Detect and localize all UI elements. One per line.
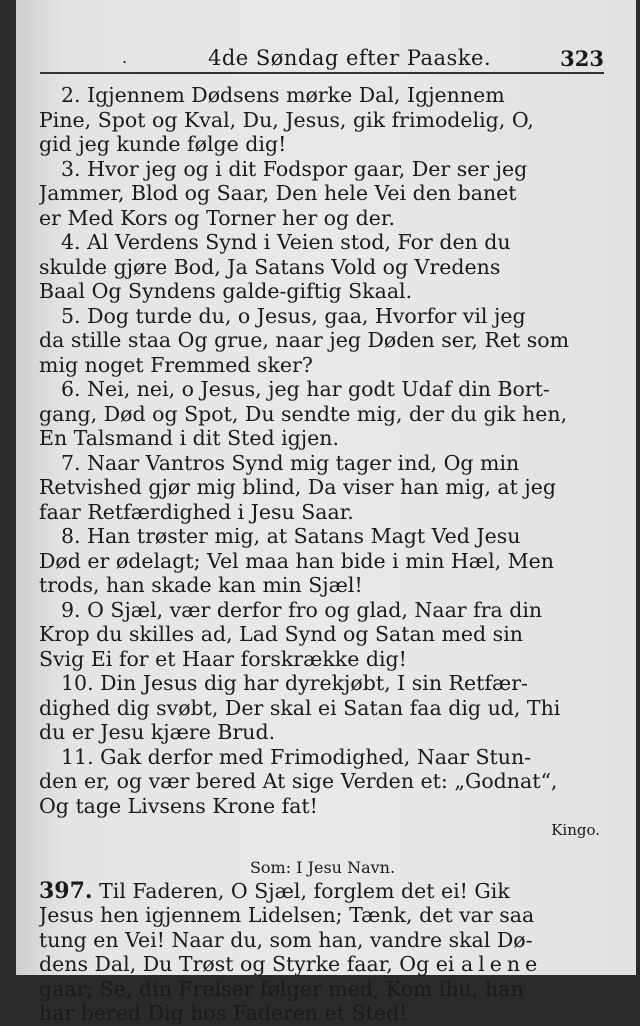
verse-line: 3. Hvor jeg og i dit Fodspor gaar, Der ser jeg [61,156,528,181]
verse-line: 6. Nei, nei, o Jesus, jeg har godt Udaf din Bort- [61,377,550,401]
hymn-397-first-line: Til Faderen, O Sjæl, forglem det ei! Gik [99,878,510,903]
verse-line: 4. Al Verdens Synd i Veien stod, For den du [61,230,511,254]
verse-line: 11. Gak derfor med Frimodighed, Naar Stun- [61,744,532,769]
hymn-397 [39,879,606,1026]
hymn-397-line [39,879,606,904]
verse-line: Og tage Livsens Krone fat! [39,793,318,818]
verse-line: 8. Han trøster mig, at Satans Magt Ved Jesu [61,524,521,548]
hymn-verses [39,83,606,818]
hymn-397-line: har bered Dig hos Faderen et Sted! [39,1001,408,1025]
verse-line: gid jeg kunde følge dig! [39,132,287,156]
hymn-397-line [39,952,606,977]
verse-line: 7. Naar Vantros Synd mig tager ind, Og min [61,450,520,475]
hymn-397-emphasis: alene [460,952,543,976]
verse-line: er Med Kors og Torner her og der. [39,205,395,230]
verse-line: trods, han skade kan min Sjæl! [39,573,363,597]
verse-line: mig noget Fremmed sker? [39,352,313,377]
hymn-text [39,83,606,1026]
verse-line: Pine, Spot og Kval, Du, Jesus, gik frimodelig, O, [39,107,534,132]
verse-line: dighed dig svøbt, Der skal ei Satan faa dig ud, Thi [39,695,561,720]
verse-line: Baal Og Syndens galde-giftig Skaal. [39,279,413,303]
tune-indication: Som: I Jesu Navn. [249,857,396,877]
verse-line: Retvished gjør mig blind, Da viser han mig, at jeg [39,475,556,499]
verse-line: den er, og vær bered At sige Verden et: „Godnat“, [39,769,558,793]
verse-line: Svig Ei for et Haar forskrække dig! [39,646,407,671]
verse-line: 5. Dog turde du, o Jesus, gaa, Hvorfor vil jeg [61,303,526,328]
hymn-397-line: tung en Vei! Naar du, som han, vandre skal Dø- [39,927,533,952]
hymn-397-line4: dens Dal, Du Trøst og Styrke faar, Og ei [39,952,455,976]
page-title: 4de Søndag efter Paaske. [208,46,492,70]
hymn-397-line: gaar; Se, din Frelser følger med, Kom ihu, han [39,976,524,1001]
book-page [16,0,636,1025]
verse-line: skulde gjøre Bod, Ja Satans Vold og Vredens [39,254,501,279]
running-header [40,44,604,74]
verse-line: 10. Din Jesus dig har dyrekjøbt, I sin Retfær- [61,671,528,695]
verse-line: faar Retfærdighed i Jesu Saar. [39,499,354,524]
verse-line: 2. Igjennem Dødsens mørke Dal, Igjennem [61,83,505,107]
hymn-397-line: Jesus hen igjennem Lidelsen; Tænk, det var saa [39,903,535,927]
verse-line: da stille staa Og grue, naar jeg Døden ser, Ret som [39,328,570,352]
verse-line: Jammer, Blod og Saar, Den hele Vei den banet [39,181,517,205]
verse-line: 9. O Sjæl, vær derfor fro og glad, Naar fra din [61,597,543,622]
header-dot: . [122,48,128,67]
hymn-number: 397. [39,878,93,903]
verse-line: du er Jesu kjære Brud. [39,720,276,744]
page-number: 323 [560,46,604,71]
verse-line: Død er ødelagt; Vel maa han bide i min Hæl, Men [39,548,554,573]
hymn-attribution: Kingo. [551,821,600,839]
verse-line: En Talsmand i dit Sted igjen. [39,426,340,450]
verse-line: gang, Død og Spot, Du sendte mig, der du gik hen, [39,401,568,426]
verse-line: Krop du skilles ad, Lad Synd og Satan med sin [39,622,523,646]
